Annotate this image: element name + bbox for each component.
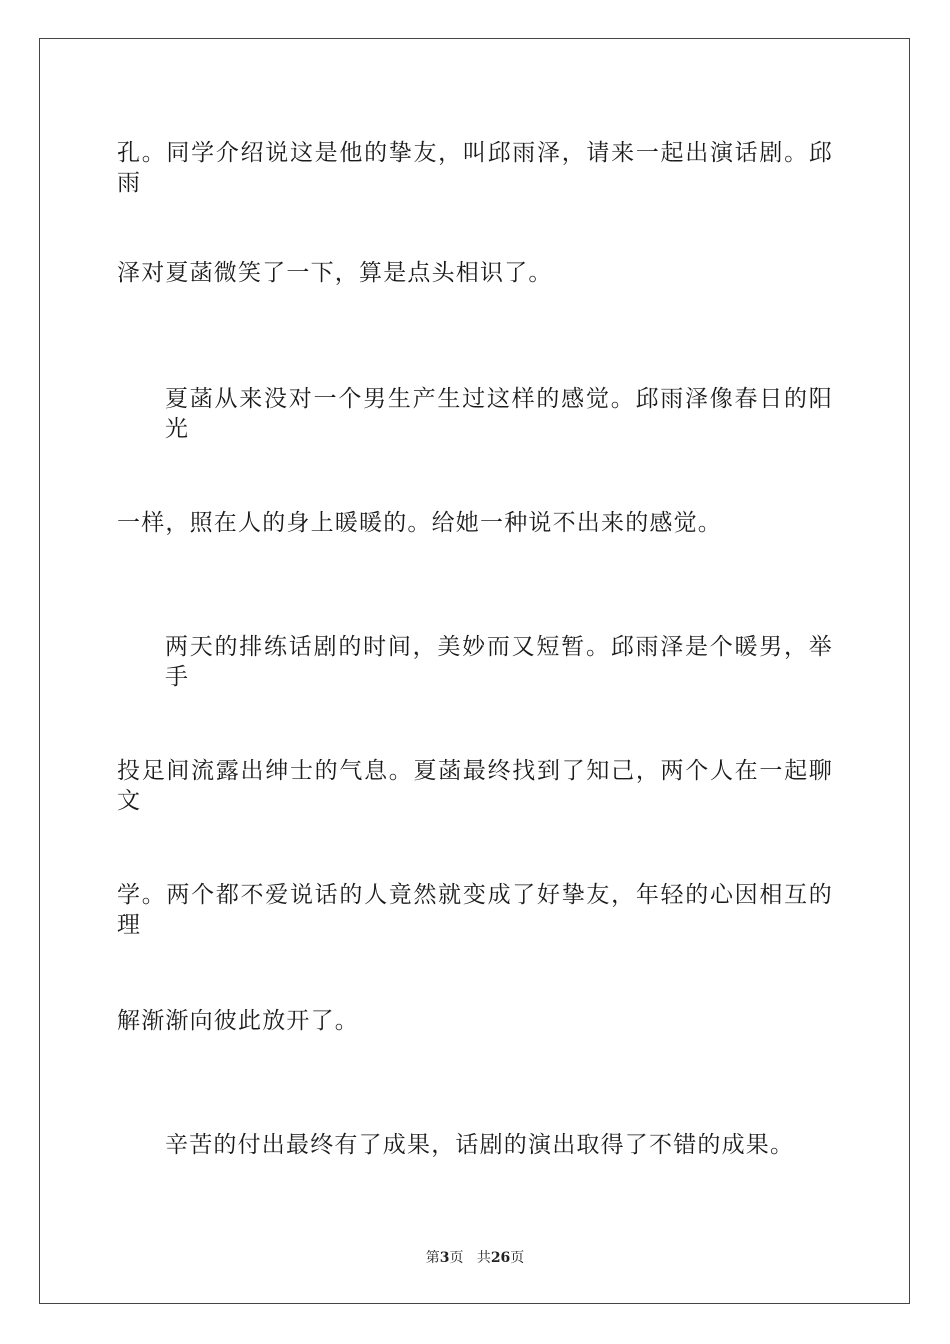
page-footer: [0, 1248, 950, 1268]
paragraph-line: 投足间流露出绅士的气息。夏菡最终找到了知己，两个人在一起聊文: [117, 758, 833, 814]
page-number: 3: [439, 1250, 450, 1266]
paragraph-line: 夏菡从来没对一个男生产生过这样的感觉。邱雨泽像春日的阳光: [165, 386, 833, 442]
total-suffix: 页: [510, 1250, 525, 1266]
paragraph-line: 泽对夏菡微笑了一下，算是点头相识了。: [117, 260, 553, 286]
paragraph-line: 一样，照在人的身上暖暖的。给她一种说不出来的感觉。: [117, 510, 722, 536]
paragraph-line: 解渐渐向彼此放开了。: [117, 1008, 359, 1034]
total-pages: 26: [490, 1250, 511, 1266]
page-suffix: 页: [449, 1250, 464, 1266]
total-prefix: 共: [476, 1250, 491, 1266]
page-prefix: 第: [425, 1250, 440, 1266]
paragraph-line: 孔。同学介绍说这是他的挚友，叫邱雨泽，请来一起出演话剧。邱雨: [117, 140, 833, 196]
paragraph-line: 学。两个都不爱说话的人竟然就变成了好挚友，年轻的心因相互的理: [117, 882, 833, 938]
paragraph-line: 辛苦的付出最终有了成果，话剧的演出取得了不错的成果。: [165, 1132, 795, 1158]
paragraph-line: 两天的排练话剧的时间，美妙而又短暂。邱雨泽是个暖男，举手: [165, 634, 833, 690]
